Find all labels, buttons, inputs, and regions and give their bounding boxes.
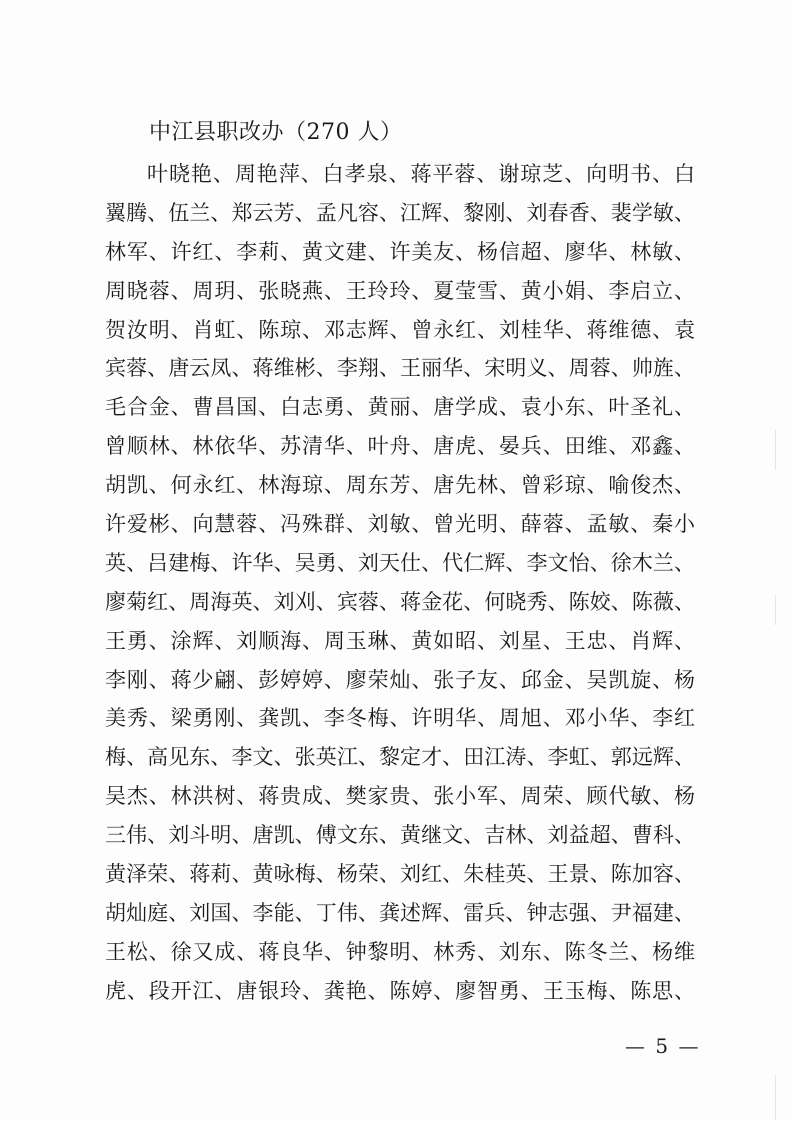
name-list-line: 王勇、涂辉、刘顺海、周玉琳、黄如昭、刘星、王忠、肖辉、 bbox=[105, 628, 695, 653]
name-list-line: 美秀、梁勇刚、龚凯、李冬梅、许明华、周旭、邓小华、李红 bbox=[105, 706, 695, 731]
name-list-line: 廖菊红、周海英、刘刈、宾蓉、蒋金花、何晓秀、陈姣、陈薇、 bbox=[105, 589, 695, 614]
scan-edge-mark bbox=[775, 1075, 776, 1120]
name-list-line: 王松、徐又成、蒋良华、钟黎明、林秀、刘东、陈冬兰、杨维 bbox=[105, 939, 695, 964]
name-list-line: 翼腾、伍兰、郑云芳、孟凡容、江辉、黎刚、刘春香、裴学敏、 bbox=[105, 200, 695, 225]
name-list-line: 虎、段开江、唐银玲、龚艳、陈婷、廖智勇、王玉梅、陈思、 bbox=[105, 978, 695, 1003]
name-list-line: 英、吕建梅、许华、吴勇、刘天仕、代仁辉、李文怡、徐木兰、 bbox=[105, 550, 695, 575]
name-list-line: 林军、许红、李莉、黄文建、许美友、杨信超、廖华、林敏、 bbox=[105, 239, 695, 264]
name-list-line: 黄泽荣、蒋莉、黄咏梅、杨荣、刘红、朱桂英、王景、陈加容、 bbox=[105, 862, 695, 887]
scan-edge-mark bbox=[775, 430, 776, 470]
name-list-line: 贺汝明、肖虹、陈琼、邓志辉、曾永红、刘桂华、蒋维德、袁 bbox=[105, 317, 695, 342]
page-number: — 5 — bbox=[625, 1034, 701, 1058]
section-heading: 中江县职改办（270 人） bbox=[149, 120, 403, 145]
name-list-line: 梅、高见东、李文、张英江、黎定才、田江涛、李虹、郭远辉、 bbox=[105, 745, 695, 770]
name-list-line: 三伟、刘斗明、唐凯、傅文东、黄继文、吉林、刘益超、曹科、 bbox=[105, 823, 695, 848]
name-list-line: 李刚、蒋少翩、彭婷婷、廖荣灿、张子友、邱金、吴凯旋、杨 bbox=[105, 667, 695, 692]
name-list-line: 胡灿庭、刘国、李能、丁伟、龚述辉、雷兵、钟志强、尹福建、 bbox=[105, 900, 695, 925]
name-list bbox=[105, 155, 695, 1011]
name-list-line: 叶晓艳、周艳萍、白孝泉、蒋平蓉、谢琼芝、向明书、白 bbox=[147, 162, 695, 186]
name-list-line: 吴杰、林洪树、蒋贵成、樊家贵、张小军、周荣、顾代敏、杨 bbox=[105, 784, 695, 809]
name-list-line: 宾蓉、唐云凤、蒋维彬、李翔、王丽华、宋明义、周蓉、帅旌、 bbox=[105, 356, 695, 381]
name-list-line: 许爱彬、向慧蓉、冯殊群、刘敏、曾光明、薛蓉、孟敏、秦小 bbox=[105, 512, 695, 537]
name-list-line: 胡凯、何永红、林海琼、周东芳、唐先林、曾彩琼、喻俊杰、 bbox=[105, 473, 695, 498]
scan-edge-mark bbox=[775, 595, 776, 625]
name-list-line: 周晓蓉、周玥、张晓燕、王玲玲、夏莹雪、黄小娟、李启立、 bbox=[105, 278, 695, 303]
name-list-line: 曾顺林、林依华、苏清华、叶舟、唐虎、晏兵、田维、邓鑫、 bbox=[105, 434, 695, 459]
name-list-line: 毛合金、曹昌国、白志勇、黄丽、唐学成、袁小东、叶圣礼、 bbox=[105, 395, 695, 420]
